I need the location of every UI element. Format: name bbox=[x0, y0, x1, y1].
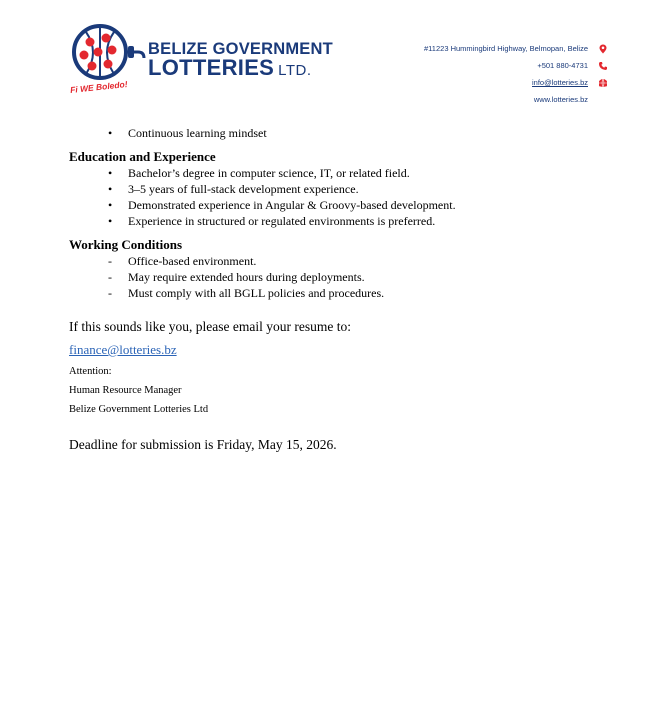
phone-text: +501 880-4731 bbox=[537, 61, 588, 70]
attention-label: Attention: bbox=[69, 366, 112, 377]
working-conditions-heading: Working Conditions bbox=[69, 237, 183, 252]
contact-block bbox=[328, 42, 588, 110]
apply-email-link[interactable]: finance@lotteries.bz bbox=[69, 342, 177, 357]
brand-lotteries: LOTTERIES bbox=[148, 55, 275, 80]
brand-name-line1: BELIZE GOVERNMENT bbox=[148, 40, 333, 58]
brand-ltd: LTD. bbox=[278, 62, 312, 79]
list-item: • 3–5 years of full-stack development experience. bbox=[69, 181, 589, 197]
job-posting-body bbox=[69, 125, 589, 454]
education-heading: Education and Experience bbox=[69, 149, 216, 164]
education-list bbox=[69, 165, 589, 229]
company-logo bbox=[68, 22, 338, 100]
list-item: • Bachelor’s degree in computer science, IT, or related field. bbox=[69, 165, 589, 181]
list-item: • Continuous learning mindset bbox=[69, 125, 589, 141]
phone-icon bbox=[598, 61, 608, 71]
contact-website bbox=[328, 93, 588, 110]
email-link[interactable]: info@lotteries.bz bbox=[532, 78, 588, 87]
list-item: - Must comply with all BGLL policies and procedures. bbox=[69, 285, 589, 301]
education-section bbox=[69, 149, 589, 229]
list-item: - Office-based environment. bbox=[69, 253, 589, 269]
working-conditions-section bbox=[69, 237, 589, 301]
submission-deadline: Deadline for submission is Friday, May 15, 2026. bbox=[69, 437, 337, 452]
working-conditions-list bbox=[69, 253, 589, 301]
contact-email bbox=[328, 76, 588, 93]
address-text: #11223 Hummingbird Highway, Belmopan, Belize bbox=[424, 44, 588, 53]
recipient-organization: Belize Government Lotteries Ltd bbox=[69, 404, 209, 415]
list-item: • Demonstrated experience in Angular & Groovy-based development. bbox=[69, 197, 589, 213]
contact-address bbox=[328, 42, 588, 59]
list-item: • Experience in structured or regulated environments is preferred. bbox=[69, 213, 589, 229]
apply-call-to-action: If this sounds like you, please email your resume to: bbox=[69, 319, 351, 334]
slogan: Fi WE Boledo! bbox=[69, 79, 128, 95]
skills-list bbox=[69, 125, 589, 141]
location-pin-icon bbox=[598, 44, 608, 54]
list-item: - May require extended hours during deployments. bbox=[69, 269, 589, 285]
brand-name-line2 bbox=[148, 55, 312, 81]
recipient-title: Human Resource Manager bbox=[69, 385, 182, 396]
website-text[interactable]: www.lotteries.bz bbox=[533, 95, 588, 104]
globe-icon bbox=[598, 78, 608, 88]
contact-phone bbox=[328, 59, 588, 76]
